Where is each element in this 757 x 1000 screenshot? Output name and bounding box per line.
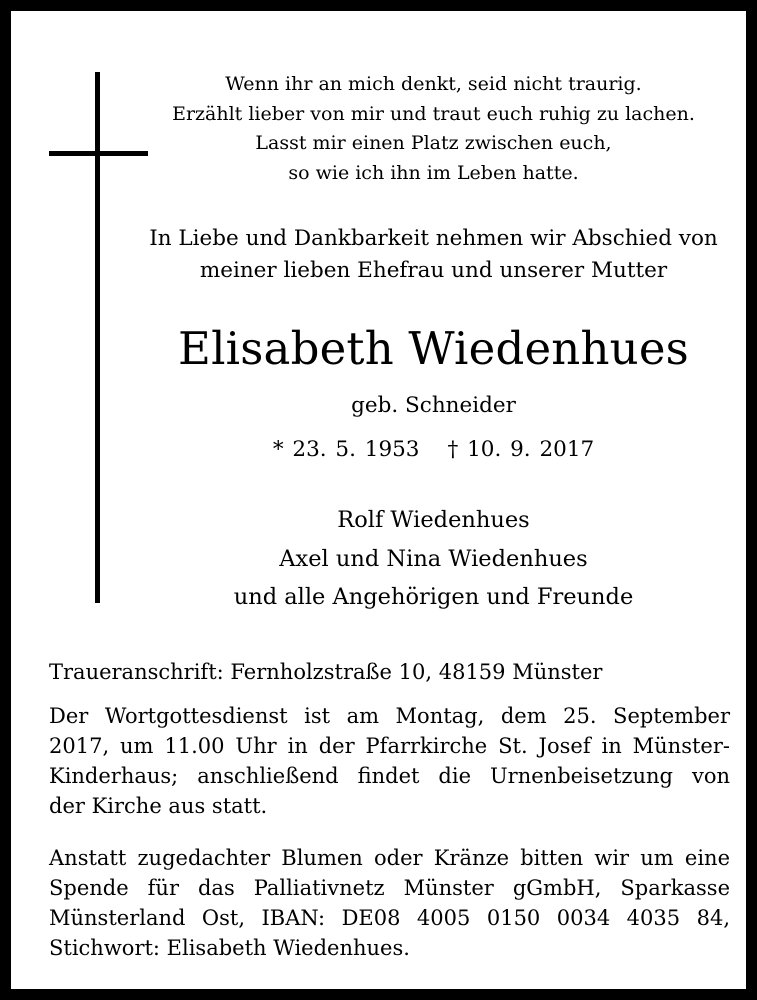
birth-date: * 23. 5. 1953: [272, 437, 420, 462]
life-dates: [131, 434, 736, 466]
donation-line: Anstatt zugedachter Blumen oder Kränze bitten wir um eine: [49, 846, 730, 870]
intro-line: In Liebe und Dankbarkeit nehmen wir Abschied von: [149, 226, 718, 251]
service-line: der Kirche aus statt.: [49, 794, 268, 818]
deceased-name: Elisabeth Wiedenhues: [178, 322, 689, 375]
mourner: und alle Angehörigen und Freunde: [233, 584, 634, 610]
mourner: Rolf Wiedenhues: [337, 507, 530, 533]
poem-line: so wie ich ihn im Leben hatte.: [288, 161, 579, 184]
intro-line: meiner lieben Ehefrau und unserer Mutter: [199, 258, 668, 283]
donation-line: Münsterland Ost, IBAN: DE08 4005 0150 0034 4035 84,: [49, 906, 730, 930]
poem-line: Lasst mir einen Platz zwischen euch,: [255, 132, 612, 154]
death-date: † 10. 9. 2017: [447, 437, 595, 462]
donation-line: Spende für das Palliativnetz Münster gGmbH, Sparkasse: [49, 876, 730, 900]
farewell-intro: [131, 223, 736, 287]
service-line: Kinderhaus; anschließend findet die Urnenbeisetzung von: [49, 764, 730, 788]
donation-request: [49, 843, 730, 963]
mourning-address: [49, 657, 730, 687]
service-line: Der Wortgottesdienst ist am Montag, dem 25. September: [49, 704, 730, 728]
poem: [131, 70, 736, 188]
service-info: [49, 701, 730, 821]
poem-line: Wenn ihr an mich denkt, seid nicht traurig.: [225, 73, 642, 95]
address-line: Traueranschrift: Fernholzstraße 10, 48159 Münster: [49, 660, 603, 684]
mourner: Axel und Nina Wiedenhues: [279, 545, 588, 572]
poem-line: Erzählt lieber von mir und traut euch ruhig zu lachen.: [172, 102, 695, 125]
birth-name: geb. Schneider: [351, 393, 516, 418]
donation-line: Stichwort: Elisabeth Wiedenhues.: [49, 936, 410, 960]
service-line: 2017, um 11.00 Uhr in der Pfarrkirche St. Josef in Münster-: [49, 734, 730, 758]
mourners-list: [131, 501, 736, 617]
